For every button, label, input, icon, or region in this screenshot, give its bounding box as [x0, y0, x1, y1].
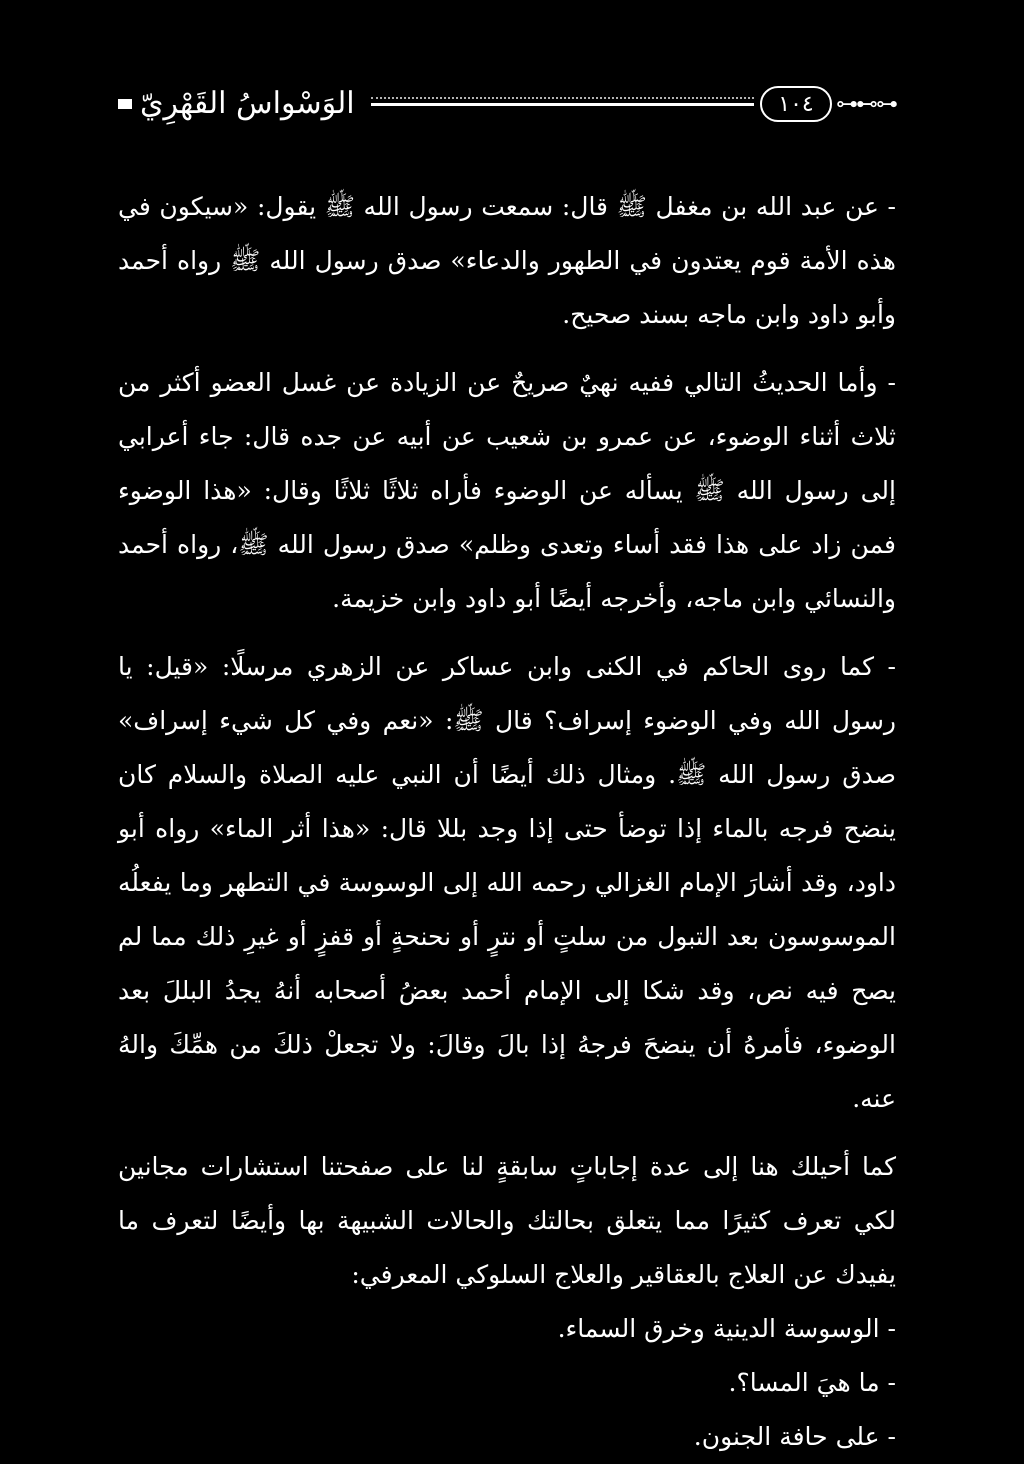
header-marker-icon	[118, 99, 132, 109]
paragraph-hadith-2: - وأما الحديثُ التالي ففيه نهيٌ صريحٌ عن الزيادة عن غسل العضو أكثر من ثلاث أثناء الوضوء، عن عمرو بن شعيب عن أبيه عن جده قال: جاء أعرابي إلى رسول الله ﷺ يسأله عن الوضوء فأراه ثلاثًا ثلاثًا وقال: «هذا الوضوء فمن زاد على هذا فقد أساء وتعدى وظلم» صدق رسول الله ﷺ، رواه أحمد والنسائي وابن ماجه، وأخرجه أيضًا أبو داود وابن خزيمة.	[118, 368, 896, 613]
paragraph-referral: كما أحيلك هنا إلى عدة إجاباتٍ سابقةٍ لنا على صفحتنا استشارات مجانين لكي تعرف كثيرًا مما يتعلق بحالتك والحالات الشبيهة بها وأيضًا لتعرف ما يفيدك عن العلاج بالعقاقير والعلاج السلوكي المعرفي:	[118, 1152, 896, 1289]
page-body	[118, 180, 896, 1464]
header-rule	[371, 103, 754, 106]
page-header	[118, 84, 896, 124]
paragraph-hadith-1: - عن عبد الله بن مغفل ﷺ قال: سمعت رسول الله ﷺ يقول: «سيكون في هذه الأمة قوم يعتدون في الطهور والدعاء» صدق رسول الله ﷺ رواه أحمد وأبو داود وابن ماجه بسند صحيح.	[118, 192, 896, 329]
running-title: الوَسْواسُ القَهْرِيّ	[140, 86, 355, 121]
list-item: - على حافة الجنون.	[693, 1422, 896, 1451]
list-item: - ما هيَ المسا؟.	[728, 1368, 896, 1397]
page-number: ١٠٤	[760, 86, 832, 122]
ornament-icon: ⊶⊷⊶	[836, 91, 896, 117]
paragraph-hadith-3: - كما روى الحاكم في الكنى وابن عساكر عن الزهري مرسلًا: «قيل: يا رسول الله وفي الوضوء إسراف؟ قال ﷺ: «نعم وفي كل شيء إسراف» صدق رسول الله ﷺ. ومثال ذلك أيضًا أن النبي عليه الصلاة والسلام كان ينضح فرجه بالماء إذا توضأ حتى إذا وجد بللا قال: «هذا أثر الماء» رواه أبو داود، وقد أشارَ الإمام الغزالي رحمه الله إلى الوسوسة في التطهر وما يفعلُه الموسوسون بعد التبول من سلتٍ أو نترٍ أو نحنحةٍ أو قفزٍ أو غيرِ ذلك مما لم يصح فيه نص، وقد شكا إلى الإمام أحمد بعضُ أصحابه أنهُ يجدُ البللَ بعد الوضوء، فأمرهُ أن ينضحَ فرجهُ إذا بالَ وقالَ: ولا تجعلْ ذلكَ من همِّكَ والهُ عنه.	[118, 652, 896, 1113]
list-item: - الوسوسة الدينية وخرق السماء.	[557, 1314, 896, 1343]
